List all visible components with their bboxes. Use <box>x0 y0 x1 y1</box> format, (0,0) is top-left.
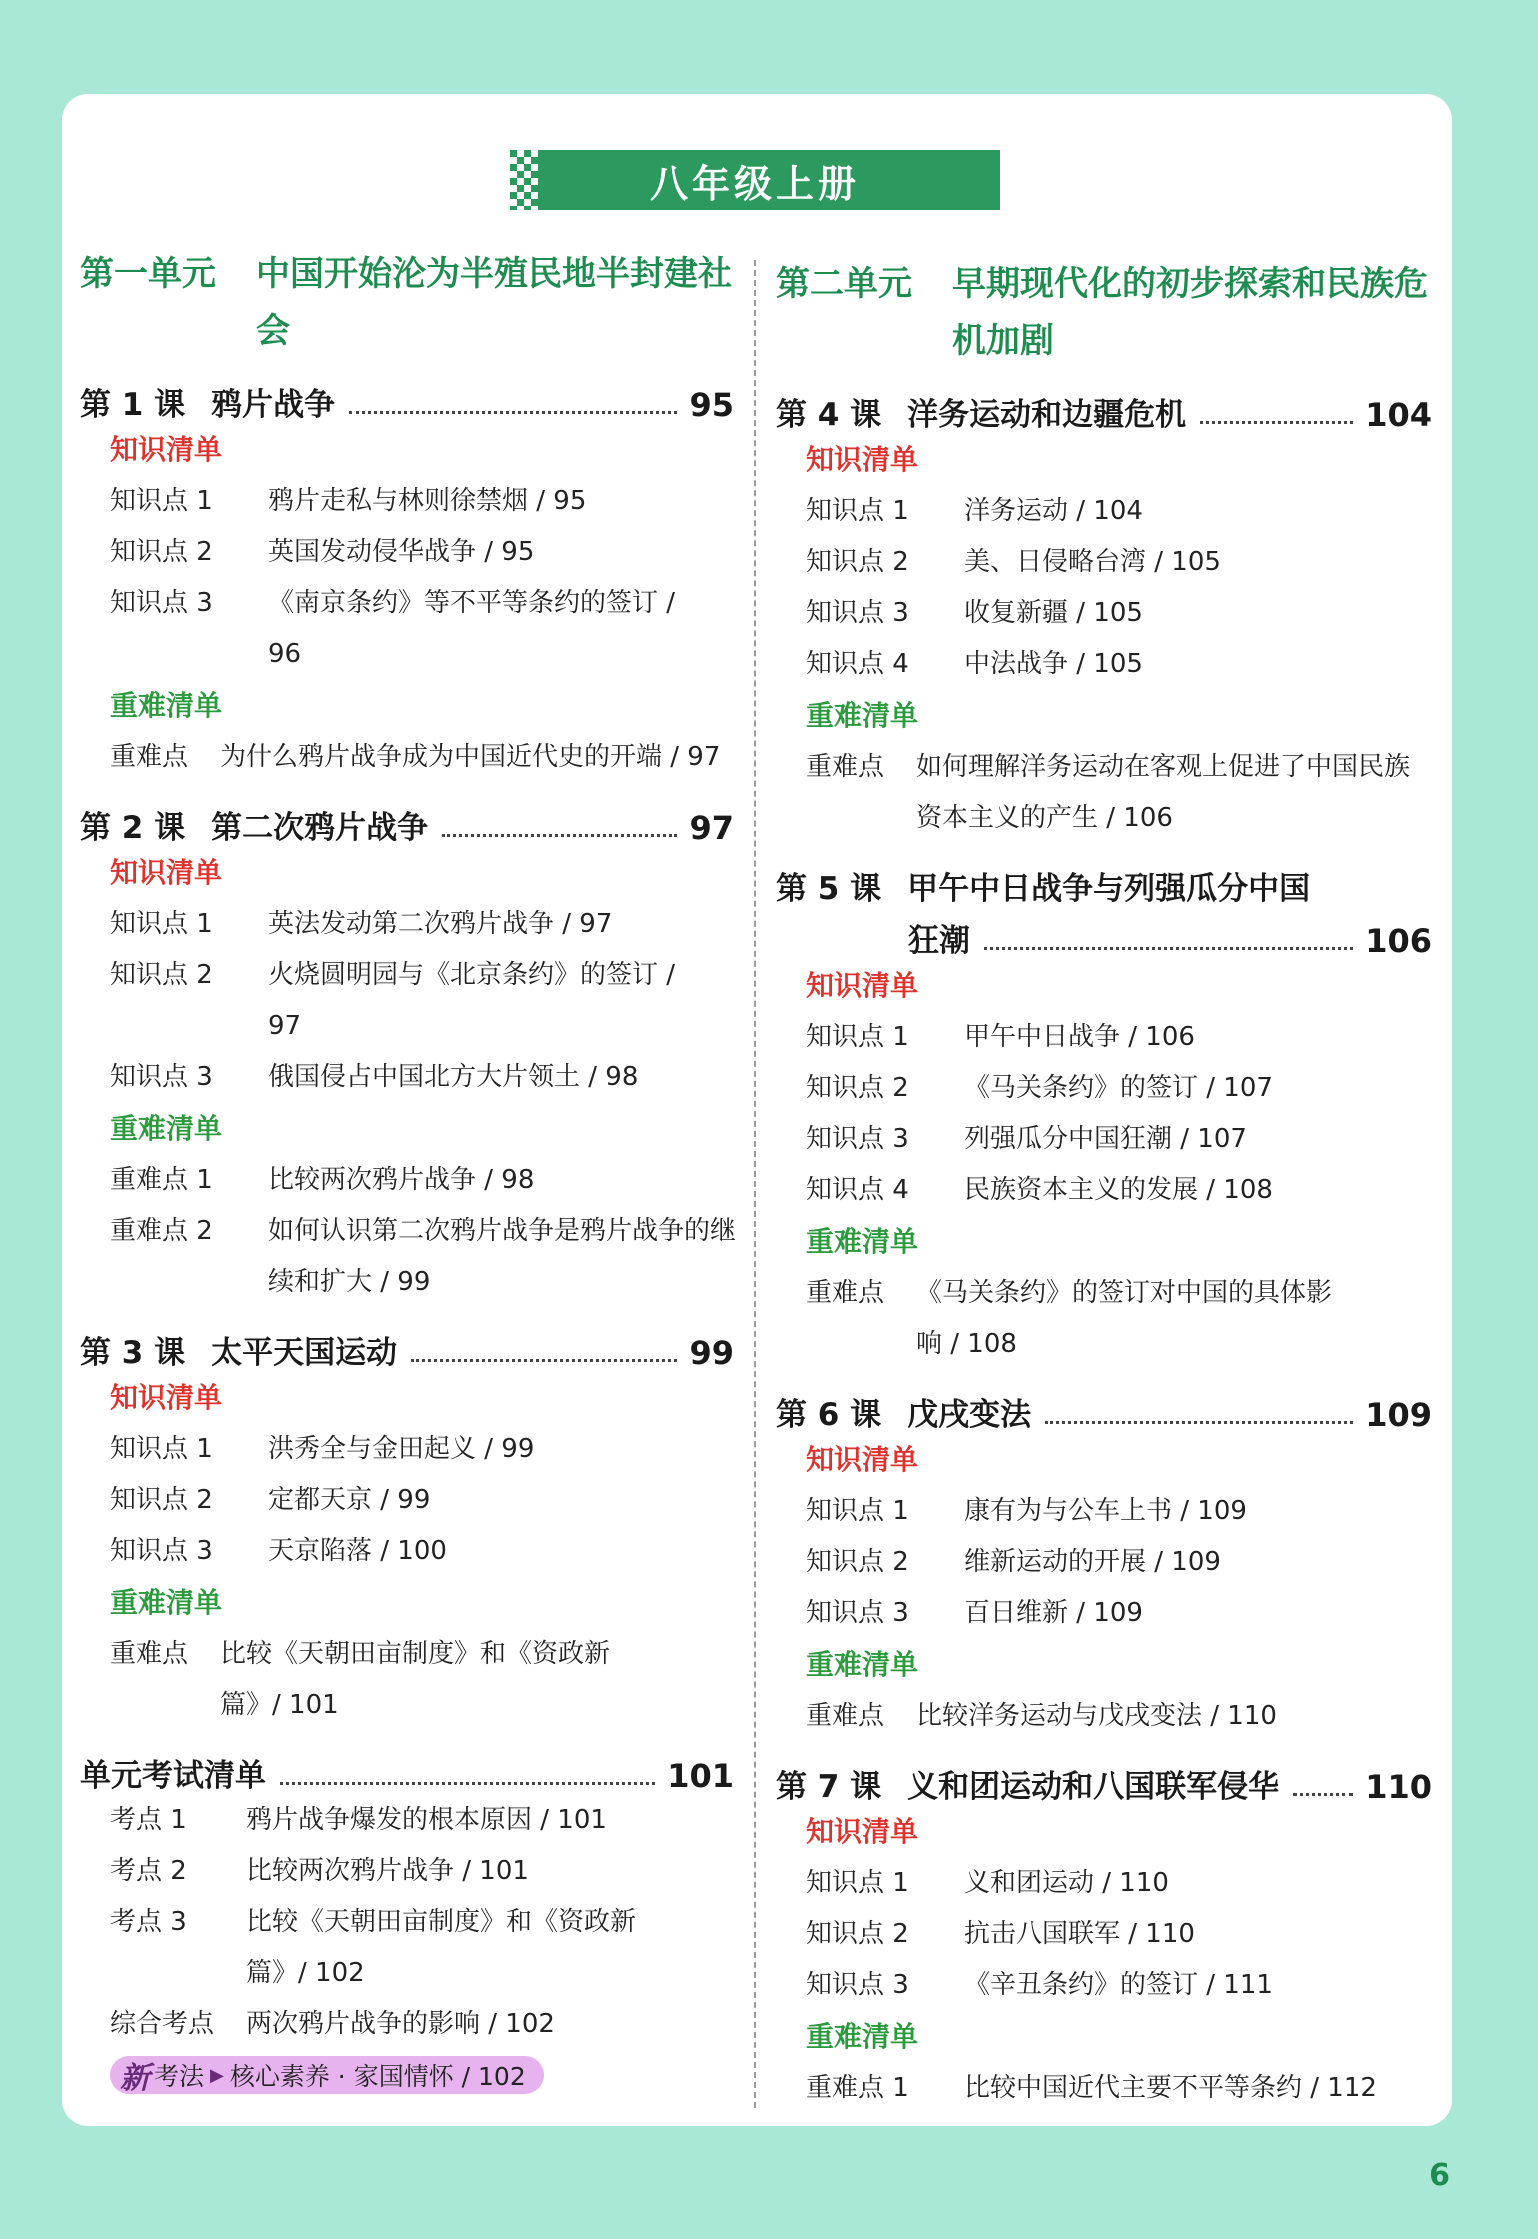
item-text: 中法战争 / 105 <box>964 649 1143 679</box>
toc-item[interactable] <box>806 588 1432 639</box>
leader-dots <box>1045 1421 1353 1424</box>
item-text: 义和团运动 / 110 <box>964 1868 1169 1898</box>
item-text: 比较《天朝田亩制度》和《资政新篇》/ 102 <box>246 1907 637 1988</box>
item-label: 知识点 2 <box>806 1547 909 1577</box>
toc-item[interactable] <box>110 527 734 578</box>
item-label: 知识点 1 <box>806 496 909 526</box>
toc-item[interactable] <box>806 639 1432 690</box>
item-text: 鸦片战争爆发的根本原因 / 101 <box>246 1805 607 1835</box>
item-text: 《辛丑条约》的签订 / 111 <box>964 1970 1273 2000</box>
item-label: 知识点 4 <box>806 649 909 679</box>
lesson-number: 第 7 课 <box>776 1769 882 1805</box>
exam-title: 单元考试清单 <box>80 1758 266 1794</box>
item-label: 考点 2 <box>110 1856 187 1886</box>
item-text: 英国发动侵华战争 / 95 <box>268 537 535 567</box>
leader-dots <box>411 1359 677 1362</box>
item-text: 定都天京 / 99 <box>268 1485 431 1515</box>
left-column <box>80 246 737 2096</box>
leader-dots <box>442 834 677 837</box>
exam-entry[interactable] <box>80 1739 734 1795</box>
toc-item[interactable] <box>806 1165 1432 1216</box>
item-label: 知识点 2 <box>110 960 213 990</box>
section-heading: 知识清单 <box>110 856 223 889</box>
toc-item[interactable] <box>110 1526 734 1577</box>
section-heading: 重难清单 <box>806 1225 919 1258</box>
item-label: 知识点 1 <box>806 1496 909 1526</box>
item-text: 甲午中日战争 / 106 <box>964 1022 1195 1052</box>
lesson-entry[interactable] <box>80 1316 734 1372</box>
item-label: 知识点 3 <box>110 1062 213 1092</box>
item-text: 维新运动的开展 / 109 <box>964 1547 1221 1577</box>
toc-item[interactable] <box>110 1052 734 1103</box>
lesson-title: 甲午中日战争与列强瓜分中国 <box>907 871 1311 907</box>
unit-heading <box>80 246 734 360</box>
unit-number: 第二单元 <box>776 264 912 304</box>
toc-item[interactable] <box>806 1063 1432 1114</box>
item-label: 知识点 2 <box>806 1919 909 1949</box>
item-label: 知识点 1 <box>806 1022 909 1052</box>
toc-item[interactable] <box>806 742 1416 844</box>
item-text: 洋务运动 / 104 <box>964 496 1143 526</box>
item-text: 《南京条约》等不平等条约的签订 / 96 <box>268 588 676 669</box>
lesson-number: 第 3 课 <box>80 1335 186 1371</box>
leader-dots <box>280 1782 655 1785</box>
toc-item[interactable] <box>806 486 1432 537</box>
exam-item[interactable] <box>110 1897 666 1999</box>
lesson-title: 第二次鸦片战争 <box>211 810 429 846</box>
lesson-page: 109 <box>1365 1396 1432 1434</box>
toc-page <box>62 94 1452 2126</box>
item-label: 知识点 1 <box>806 1868 909 1898</box>
item-label: 知识点 3 <box>806 598 909 628</box>
item-text: 康有为与公车上书 / 109 <box>964 1496 1247 1526</box>
exam-item[interactable] <box>110 1795 734 1846</box>
lesson-entry[interactable] <box>776 852 1432 960</box>
unit-title: 早期现代化的初步探索和民族危机加剧 <box>952 264 1428 361</box>
item-label: 知识点 1 <box>110 909 213 939</box>
lesson-page: 97 <box>689 809 734 847</box>
section-heading: 重难清单 <box>110 1112 223 1145</box>
item-label: 知识点 3 <box>806 1124 909 1154</box>
lesson-entry[interactable] <box>776 378 1432 434</box>
lesson-number: 第 5 课 <box>776 871 882 907</box>
section-heading: 重难清单 <box>806 2020 919 2053</box>
item-label: 重难点 <box>110 1639 189 1669</box>
lesson-number: 第 4 课 <box>776 397 882 433</box>
grade-banner <box>510 150 1000 210</box>
toc-item[interactable] <box>806 1537 1432 1588</box>
toc-item[interactable] <box>806 2063 1432 2114</box>
leader-dots <box>1200 421 1353 424</box>
toc-item[interactable] <box>110 899 734 950</box>
item-label: 考点 1 <box>110 1805 187 1835</box>
leader-dots <box>984 947 1353 950</box>
toc-item[interactable] <box>806 1691 1432 1742</box>
unit-title: 中国开始沦为半殖民地半封建社会 <box>256 254 732 351</box>
toc-item[interactable] <box>806 1114 1432 1165</box>
item-text: 两次鸦片战争的影响 / 102 <box>246 2009 555 2039</box>
arrow-right-icon: ▶ <box>210 2064 224 2086</box>
item-label: 知识点 2 <box>110 537 213 567</box>
section-heading: 知识清单 <box>806 1443 919 1476</box>
exam-item[interactable] <box>110 1999 734 2050</box>
item-text: 鸦片走私与林则徐禁烟 / 95 <box>268 486 587 516</box>
item-text: 《马关条约》的签订对中国的具体影响 / 108 <box>916 1278 1333 1359</box>
section-heading: 知识清单 <box>110 1381 223 1414</box>
item-label: 综合考点 <box>110 2009 215 2039</box>
lesson-entry[interactable] <box>80 791 734 847</box>
section-heading: 重难清单 <box>110 1586 223 1619</box>
leader-dots <box>1293 1793 1353 1796</box>
right-column <box>776 256 1432 2114</box>
item-text: 比较中国近代主要不平等条约 / 112 <box>964 2073 1377 2103</box>
item-label: 重难点 1 <box>806 2073 909 2103</box>
unit-heading <box>776 256 1442 370</box>
toc-item[interactable] <box>110 732 730 783</box>
item-label: 知识点 3 <box>110 1536 213 1566</box>
lesson-number: 第 2 课 <box>80 810 186 846</box>
lesson-page: 95 <box>689 386 734 424</box>
exam-page: 101 <box>667 1757 734 1795</box>
lesson-title: 义和团运动和八国联军侵华 <box>907 1769 1280 1805</box>
item-text: 比较洋务运动与戊戌变法 / 110 <box>916 1701 1277 1731</box>
item-text: 民族资本主义的发展 / 108 <box>964 1175 1273 1205</box>
checker-decoration <box>510 150 538 210</box>
toc-item[interactable] <box>806 1268 1356 1370</box>
item-text: 《马关条约》的签订 / 107 <box>964 1073 1273 1103</box>
item-label: 知识点 4 <box>806 1175 909 1205</box>
lesson-number: 第 6 课 <box>776 1397 882 1433</box>
column-divider <box>754 260 756 2108</box>
lesson-entry[interactable] <box>776 1378 1432 1434</box>
item-text: 火烧圆明园与《北京条约》的签订 / 97 <box>268 960 676 1041</box>
toc-item[interactable] <box>110 1629 650 1731</box>
section-heading: 知识清单 <box>806 443 919 476</box>
toc-item[interactable] <box>806 1486 1432 1537</box>
item-label: 重难点 <box>806 1701 885 1731</box>
lesson-entry[interactable] <box>776 1750 1432 1806</box>
exam-item[interactable] <box>110 1846 734 1897</box>
item-label: 知识点 3 <box>806 1970 909 2000</box>
section-heading: 重难清单 <box>806 699 919 732</box>
toc-item[interactable] <box>110 1206 738 1308</box>
unit-number: 第一单元 <box>80 254 216 294</box>
toc-item[interactable] <box>110 1475 734 1526</box>
toc-item[interactable] <box>110 950 708 1052</box>
badge-new-glyph: 新 <box>120 2061 150 2096</box>
section-heading: 重难清单 <box>806 1648 919 1681</box>
lesson-title: 鸦片战争 <box>211 387 336 423</box>
lesson-title: 太平天国运动 <box>211 1335 398 1371</box>
item-label: 知识点 1 <box>110 1434 213 1464</box>
toc-item[interactable] <box>110 1155 734 1206</box>
new-exam-badge[interactable] <box>110 2056 544 2094</box>
item-label: 重难点 <box>110 742 189 772</box>
toc-item[interactable] <box>110 1424 734 1475</box>
item-label: 考点 3 <box>110 1907 187 1937</box>
lesson-page: 104 <box>1365 396 1432 434</box>
page-number: 6 <box>1429 2158 1450 2193</box>
item-text: 为什么鸦片战争成为中国近代史的开端 / 97 <box>220 742 721 772</box>
item-text: 比较两次鸦片战争 / 101 <box>246 1856 529 1886</box>
lesson-page: 110 <box>1365 1768 1432 1806</box>
lesson-title: 洋务运动和边疆危机 <box>907 397 1187 433</box>
item-text: 列强瓜分中国狂潮 / 107 <box>964 1124 1247 1154</box>
item-label: 重难点 1 <box>110 1165 213 1195</box>
item-label: 知识点 1 <box>110 486 213 516</box>
item-label: 重难点 2 <box>110 1216 213 1246</box>
item-text: 天京陷落 / 100 <box>268 1536 447 1566</box>
item-text: 比较《天朝田亩制度》和《资政新篇》/ 101 <box>220 1639 611 1720</box>
item-text: 洪秀全与金田起义 / 99 <box>268 1434 535 1464</box>
item-text: 抗击八国联军 / 110 <box>964 1919 1195 1949</box>
toc-item[interactable] <box>806 1960 1432 2011</box>
item-text: 如何理解洋务运动在客观上促进了中国民族资本主义的产生 / 106 <box>916 752 1411 833</box>
lesson-title-continued: 狂潮 <box>908 923 970 959</box>
item-label: 知识点 2 <box>110 1485 213 1515</box>
item-label: 知识点 2 <box>806 547 909 577</box>
item-label: 知识点 3 <box>110 588 213 618</box>
lesson-entry[interactable] <box>80 368 734 424</box>
toc-item[interactable] <box>806 537 1432 588</box>
toc-item[interactable] <box>110 578 708 680</box>
item-text: 百日维新 / 109 <box>964 1598 1143 1628</box>
badge-text: 考法 <box>154 2062 205 2091</box>
badge-text: 核心素养 · 家国情怀 / 102 <box>229 2062 526 2091</box>
item-label: 知识点 3 <box>806 1598 909 1628</box>
item-label: 知识点 2 <box>806 1073 909 1103</box>
banner-title: 八年级上册 <box>649 161 860 206</box>
lesson-page: 99 <box>689 1334 734 1372</box>
lesson-title: 戊戌变法 <box>907 1397 1032 1433</box>
item-text: 俄国侵占中国北方大片领土 / 98 <box>268 1062 639 1092</box>
item-text: 美、日侵略台湾 / 105 <box>964 547 1221 577</box>
toc-item[interactable] <box>806 1858 1432 1909</box>
item-text: 英法发动第二次鸦片战争 / 97 <box>268 909 613 939</box>
item-text: 收复新疆 / 105 <box>964 598 1143 628</box>
toc-item[interactable] <box>806 1588 1432 1639</box>
lesson-page: 106 <box>1365 922 1432 960</box>
leader-dots <box>349 411 677 414</box>
section-heading: 知识清单 <box>806 969 919 1002</box>
toc-item[interactable] <box>806 1012 1432 1063</box>
section-heading: 重难清单 <box>110 689 223 722</box>
section-heading: 知识清单 <box>806 1815 919 1848</box>
item-label: 重难点 <box>806 752 885 782</box>
item-text: 比较两次鸦片战争 / 98 <box>268 1165 535 1195</box>
item-text: 如何认识第二次鸦片战争是鸦片战争的继续和扩大 / 99 <box>268 1216 737 1297</box>
lesson-number: 第 1 课 <box>80 387 186 423</box>
section-heading: 知识清单 <box>110 433 223 466</box>
toc-item[interactable] <box>110 476 734 527</box>
toc-item[interactable] <box>806 1909 1432 1960</box>
item-label: 重难点 <box>806 1278 885 1308</box>
